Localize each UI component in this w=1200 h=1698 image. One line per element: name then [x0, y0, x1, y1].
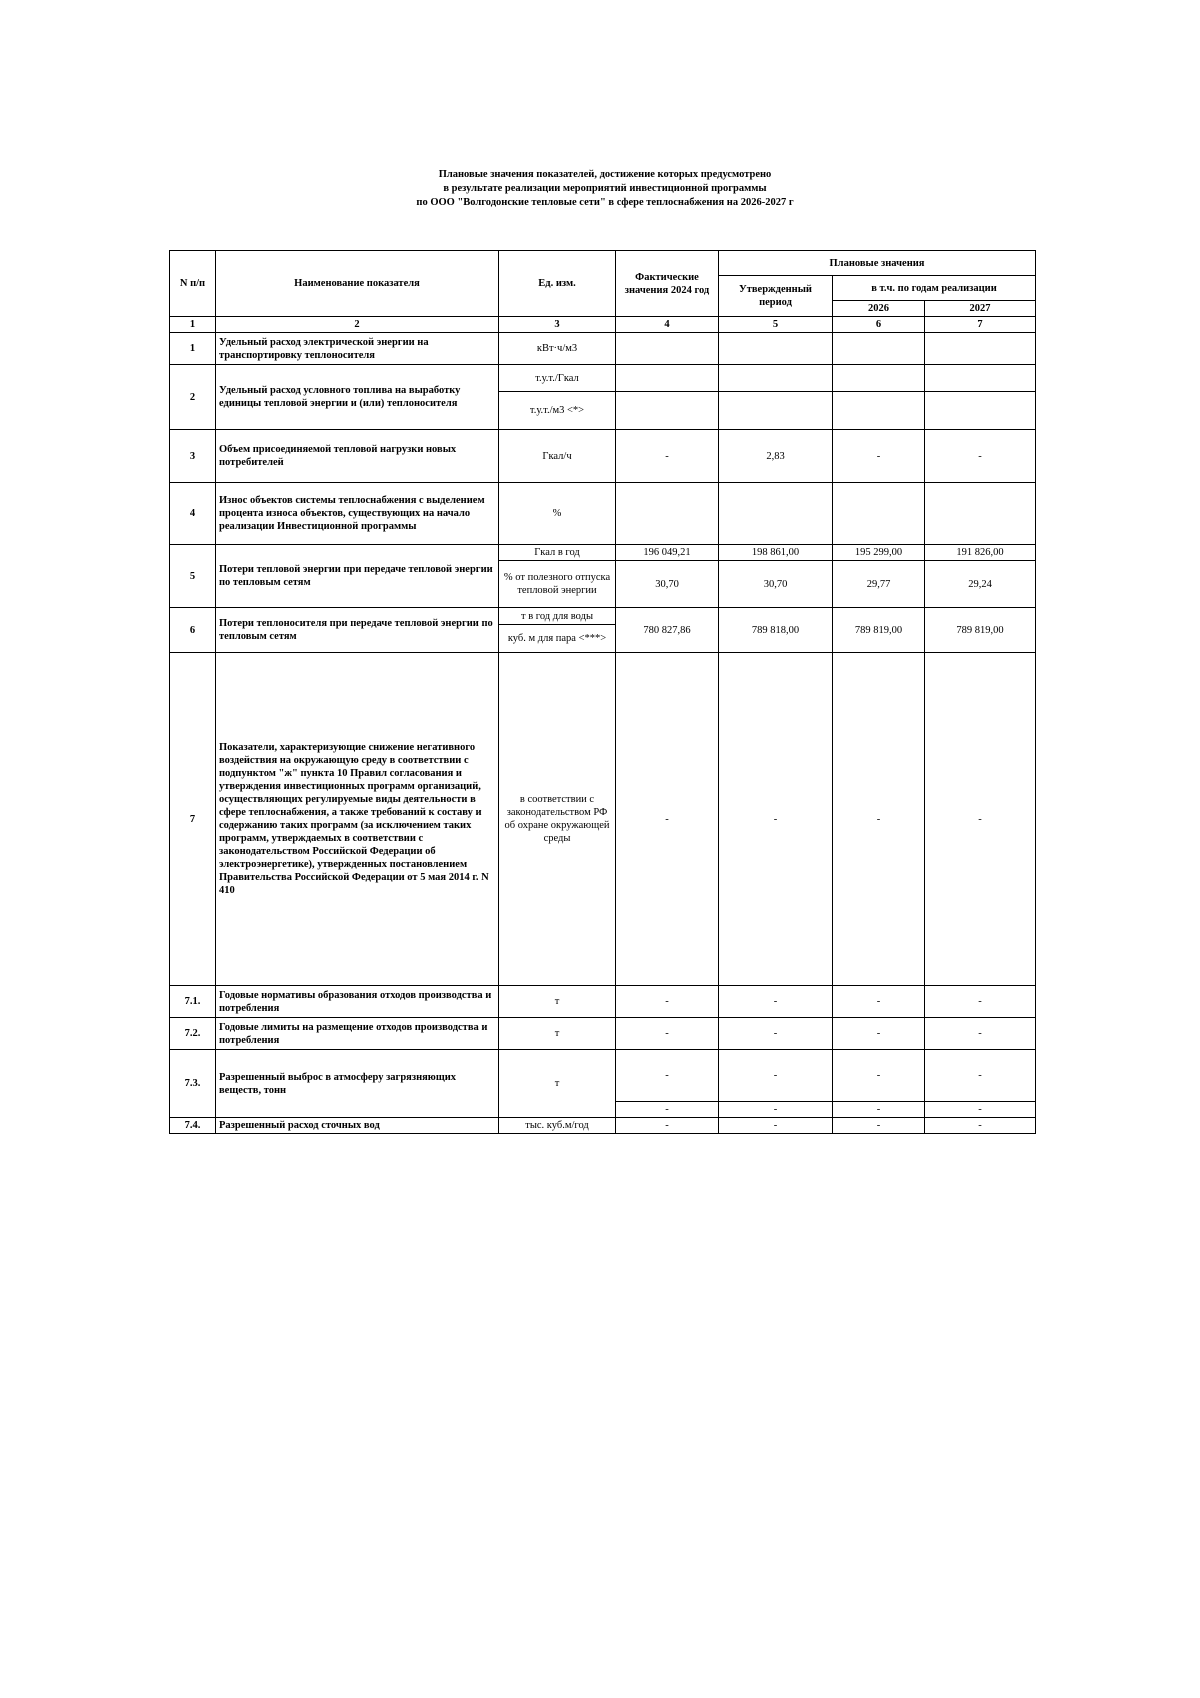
cell-2027: -	[925, 430, 1036, 483]
col-index-1: 1	[170, 317, 216, 333]
cell-2027	[925, 333, 1036, 365]
row-unit: тыс. куб.м/год	[499, 1118, 616, 1134]
cell-fact: 196 049,21	[616, 545, 719, 561]
cell-2027: 789 819,00	[925, 608, 1036, 653]
row-unit: т	[499, 1050, 616, 1118]
col-index-5: 5	[719, 317, 833, 333]
cell-approved: 198 861,00	[719, 545, 833, 561]
row-unit: Гкал/ч	[499, 430, 616, 483]
col-index-3: 3	[499, 317, 616, 333]
row-num: 7.2.	[170, 1018, 216, 1050]
row-name: Объем присоединяемой тепловой нагрузки новых потребителей	[216, 430, 499, 483]
header-name: Наименование показателя	[216, 251, 499, 317]
table-row	[170, 483, 1036, 545]
row-num: 6	[170, 608, 216, 653]
cell-2026: 29,77	[833, 561, 925, 608]
row-num: 7	[170, 653, 216, 986]
row-unit: т	[499, 986, 616, 1018]
header-plan: Плановые значения	[719, 251, 1036, 276]
header-year-2026: 2026	[833, 301, 925, 317]
cell-2027	[925, 365, 1036, 392]
table-row	[170, 1118, 1036, 1134]
header-unit: Ед. изм.	[499, 251, 616, 317]
cell-2026: -	[833, 1050, 925, 1102]
row-num: 7.4.	[170, 1118, 216, 1134]
cell-fact: 780 827,86	[616, 608, 719, 653]
cell-2026	[833, 392, 925, 430]
cell-2027	[925, 483, 1036, 545]
table-row	[170, 365, 1036, 392]
cell-2027: -	[925, 1050, 1036, 1102]
cell-approved: 30,70	[719, 561, 833, 608]
row-num: 2	[170, 365, 216, 430]
cell-2026: -	[833, 653, 925, 986]
cell-fact: -	[616, 430, 719, 483]
row-unit: т.у.т./Гкал	[499, 365, 616, 392]
cell-approved	[719, 483, 833, 545]
row-unit: Гкал в год	[499, 545, 616, 561]
cell-2027: -	[925, 986, 1036, 1018]
row-name: Потери тепловой энергии при передаче тепловой энергии по тепловым сетям	[216, 545, 499, 608]
cell-2026	[833, 483, 925, 545]
col-index-2: 2	[216, 317, 499, 333]
table-row	[170, 1050, 1036, 1102]
table-row	[170, 653, 1036, 986]
cell-approved: -	[719, 653, 833, 986]
indicators-table	[169, 250, 1036, 1134]
row-num: 7.1.	[170, 986, 216, 1018]
row-name: Годовые нормативы образования отходов производства и потребления	[216, 986, 499, 1018]
table-row	[170, 545, 1036, 561]
document-title	[170, 168, 1040, 210]
cell-2027: -	[925, 1018, 1036, 1050]
cell-2027	[925, 392, 1036, 430]
row-num: 3	[170, 430, 216, 483]
cell-fact: -	[616, 1102, 719, 1118]
cell-2026: 195 299,00	[833, 545, 925, 561]
row-name: Износ объектов системы теплоснабжения с выделением процента износа объектов, существующих на начало реализации Инвестиционной программы	[216, 483, 499, 545]
cell-2026	[833, 365, 925, 392]
table-row	[170, 333, 1036, 365]
cell-approved: 789 818,00	[719, 608, 833, 653]
header-num: N п/п	[170, 251, 216, 317]
header-fact: Фактические значения 2024 год	[616, 251, 719, 317]
cell-fact: 30,70	[616, 561, 719, 608]
cell-2027: 191 826,00	[925, 545, 1036, 561]
row-unit: т	[499, 1018, 616, 1050]
row-unit: в соответствии с законодательством РФ об охране окружающей среды	[499, 653, 616, 986]
row-num: 1	[170, 333, 216, 365]
row-name: Разрешенный выброс в атмосферу загрязняющих веществ, тонн	[216, 1050, 499, 1118]
cell-2026: -	[833, 430, 925, 483]
cell-fact	[616, 483, 719, 545]
cell-2027: -	[925, 653, 1036, 986]
row-name: Удельный расход условного топлива на выработку единицы тепловой энергии и (или) теплоносителя	[216, 365, 499, 430]
cell-fact	[616, 365, 719, 392]
header-approved: Утвержденный период	[719, 276, 833, 317]
cell-2026: -	[833, 1118, 925, 1134]
cell-fact: -	[616, 986, 719, 1018]
row-name: Годовые лимиты на размещение отходов производства и потребления	[216, 1018, 499, 1050]
table-row	[170, 1018, 1036, 1050]
row-num: 5	[170, 545, 216, 608]
row-unit: % от полезного отпуска тепловой энергии	[499, 561, 616, 608]
row-name: Показатели, характеризующие снижение негативного воздействия на окружающую среду в соответствии с подпунктом "ж" пункта 10 Правил согласования и утверждения инвестиционных программ организаций, осуществляющих регулируемые виды деятельности в сфере теплоснабжения, а также требований к составу и содержанию таких программ (за исключением таких программ, утверждаемых в соответствии с законодательством Российской Федерации об электроэнергетике), утвержденных постановлением Правительства Российской Федерации от 5 мая 2014 г. N 410	[216, 653, 499, 986]
cell-fact: -	[616, 1050, 719, 1102]
row-num: 4	[170, 483, 216, 545]
cell-approved: -	[719, 1018, 833, 1050]
cell-fact: -	[616, 1018, 719, 1050]
row-unit: т в год для воды	[499, 608, 616, 625]
cell-2026: -	[833, 1102, 925, 1118]
col-index-6: 6	[833, 317, 925, 333]
cell-approved: -	[719, 1118, 833, 1134]
table-row	[170, 608, 1036, 625]
cell-approved	[719, 365, 833, 392]
col-index-4: 4	[616, 317, 719, 333]
header-by-years: в т.ч. по годам реализации	[833, 276, 1036, 301]
cell-fact: -	[616, 1118, 719, 1134]
cell-approved: -	[719, 986, 833, 1018]
cell-approved	[719, 392, 833, 430]
col-index-7: 7	[925, 317, 1036, 333]
row-name: Разрешенный расход сточных вод	[216, 1118, 499, 1134]
table-row	[170, 430, 1036, 483]
cell-2027: -	[925, 1102, 1036, 1118]
row-name: Удельный расход электрической энергии на транспортировку теплоносителя	[216, 333, 499, 365]
cell-2027: -	[925, 1118, 1036, 1134]
cell-approved: -	[719, 1050, 833, 1102]
title-line-1: Плановые значения показателей, достижение которых предусмотрено	[438, 169, 772, 180]
cell-2026: 789 819,00	[833, 608, 925, 653]
cell-approved: 2,83	[719, 430, 833, 483]
cell-fact: -	[616, 653, 719, 986]
cell-2026	[833, 333, 925, 365]
cell-2027: 29,24	[925, 561, 1036, 608]
row-num: 7.3.	[170, 1050, 216, 1118]
row-unit: т.у.т./м3 <*>	[499, 392, 616, 430]
cell-2026: -	[833, 986, 925, 1018]
title-line-3: по ООО "Волгодонские тепловые сети" в сфере теплоснабжения на 2026-2027 г	[416, 197, 794, 208]
row-unit: кВт·ч/м3	[499, 333, 616, 365]
cell-fact	[616, 333, 719, 365]
header-year-2027: 2027	[925, 301, 1036, 317]
row-unit: %	[499, 483, 616, 545]
row-name: Потери теплоносителя при передаче тепловой энергии по тепловым сетям	[216, 608, 499, 653]
cell-fact	[616, 392, 719, 430]
cell-approved: -	[719, 1102, 833, 1118]
title-line-2: в результате реализации мероприятий инвестиционной программы	[443, 183, 767, 194]
cell-approved	[719, 333, 833, 365]
cell-2026: -	[833, 1018, 925, 1050]
table-row	[170, 986, 1036, 1018]
row-unit: куб. м для пара <***>	[499, 625, 616, 653]
